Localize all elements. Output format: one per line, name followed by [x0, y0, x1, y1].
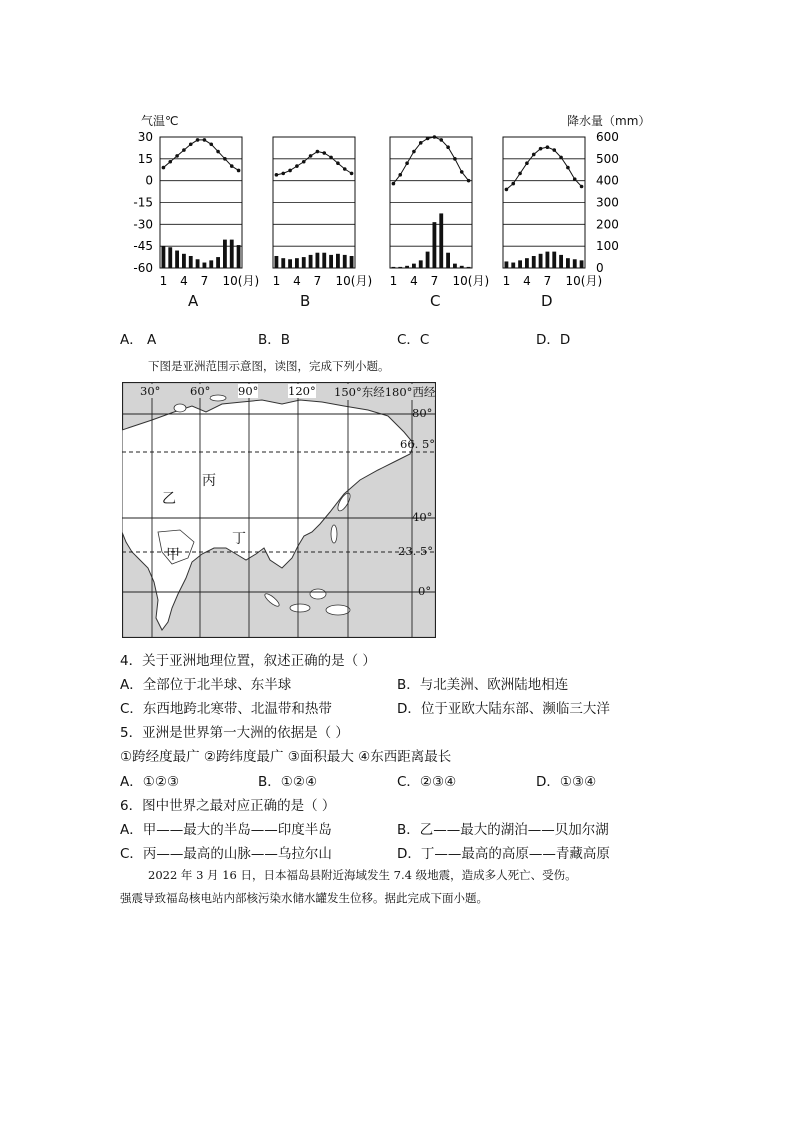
- temp-point: [302, 160, 306, 164]
- temp-point: [343, 167, 347, 171]
- temp-point: [539, 147, 543, 151]
- temp-point: [316, 150, 320, 154]
- precip-bar: [518, 260, 522, 268]
- month-tick-label: 1: [272, 274, 281, 288]
- precip-bar: [237, 245, 241, 268]
- precip-bar: [392, 267, 396, 268]
- climate-charts: [120, 125, 640, 290]
- precip-bar: [467, 267, 471, 268]
- temp-axis-title: 气温℃: [141, 114, 179, 128]
- temp-point: [546, 145, 550, 149]
- temp-tick-label: 15: [137, 151, 153, 166]
- closing-line-2: 强震导致福岛核电站内部核污染水储水罐发生位移。据此完成下面小题。: [120, 891, 488, 905]
- month-tick-label: 1: [159, 274, 168, 288]
- temp-point: [566, 166, 570, 170]
- lon-label-120: 120°: [288, 384, 316, 398]
- precip-bar: [216, 257, 220, 268]
- temp-point: [182, 148, 186, 152]
- panel-label-d: D: [541, 292, 553, 310]
- temp-point: [175, 154, 179, 158]
- month-tick-label: 7: [313, 274, 322, 288]
- precip-bar: [336, 254, 340, 268]
- temp-point: [453, 157, 457, 161]
- temp-point: [460, 170, 464, 174]
- lat-label-40: 40°: [412, 510, 433, 524]
- temp-point: [426, 137, 430, 141]
- temp-point: [518, 172, 522, 176]
- precip-tick-label: 300: [596, 195, 619, 210]
- month-tick-label: 4: [410, 274, 418, 288]
- temp-point: [350, 172, 354, 176]
- temp-point: [511, 182, 515, 186]
- temp-point: [230, 164, 234, 168]
- map-label-jia: 甲: [166, 547, 180, 563]
- prev-option-d[interactable]: D．D: [536, 332, 571, 348]
- temp-point: [552, 148, 556, 152]
- precip-bar: [175, 251, 179, 268]
- month-tick-label: 7: [430, 274, 439, 288]
- month-tick-label: 4: [180, 274, 188, 288]
- precip-tick-label: 400: [596, 173, 619, 188]
- month-tick-label: 7: [200, 274, 209, 288]
- climate-panel-a: [160, 137, 260, 288]
- month-tick-label: 10(月): [222, 274, 260, 288]
- prev-option-a[interactable]: A． A: [120, 332, 157, 348]
- precip-bar: [209, 260, 213, 268]
- precip-bar: [182, 254, 186, 268]
- lon-label-30: 30°: [140, 384, 161, 398]
- temp-point: [168, 160, 172, 164]
- month-tick-label: 1: [389, 274, 398, 288]
- temp-point: [216, 150, 220, 154]
- prev-option-c[interactable]: C．C: [397, 332, 430, 348]
- precip-bar: [426, 252, 430, 268]
- lat-label-80: 80°: [412, 406, 433, 420]
- temp-point: [559, 156, 563, 160]
- month-tick-label: 4: [523, 274, 531, 288]
- panel-label-c: C: [430, 292, 441, 310]
- q4-option-d[interactable]: D．位于亚欧大陆东部、濒临三大洋: [397, 701, 610, 717]
- temp-point: [281, 172, 285, 176]
- precip-bar: [288, 259, 292, 268]
- temp-tick-label: -30: [133, 217, 153, 232]
- temp-tick-label: -15: [133, 195, 153, 210]
- map-label-yi: 乙: [162, 491, 176, 507]
- precip-bar: [419, 260, 423, 268]
- month-tick-label: 10(月): [452, 274, 490, 288]
- precip-bar: [309, 255, 313, 268]
- precip-bar: [539, 254, 543, 268]
- temp-point: [329, 156, 333, 160]
- q4-stem: 4．关于亚洲地理位置，叙述正确的是（ ）: [120, 653, 376, 669]
- q4-option-a[interactable]: A．全部位于北半球、东半球: [120, 677, 292, 693]
- lon-label-90: 90°: [238, 384, 259, 398]
- temp-point: [505, 188, 509, 192]
- lon-label-150-180: 150°东经180°西经: [334, 385, 436, 399]
- month-tick-label: 10(月): [565, 274, 603, 288]
- temp-point: [412, 150, 416, 154]
- temp-point: [419, 141, 423, 145]
- map-label-ding: 丁: [232, 531, 246, 547]
- asia-map: [122, 382, 436, 638]
- month-tick-label: 1: [502, 274, 511, 288]
- temp-tick-label: 30: [137, 130, 153, 144]
- temp-point: [275, 173, 279, 177]
- temp-point: [398, 173, 402, 177]
- precip-bar: [573, 259, 577, 268]
- precip-bar: [439, 213, 443, 268]
- precip-bar: [162, 246, 166, 268]
- month-tick-label: 10(月): [335, 274, 373, 288]
- precip-bar: [223, 240, 227, 268]
- precip-bar: [322, 253, 326, 268]
- climate-panel-b: [273, 137, 373, 288]
- precip-bar: [316, 253, 320, 268]
- temp-point: [446, 145, 450, 149]
- panel-label-a: A: [188, 292, 199, 310]
- temp-point: [322, 151, 326, 155]
- precip-bar: [230, 240, 234, 268]
- temp-point: [295, 164, 299, 168]
- temp-point: [237, 169, 241, 173]
- precip-bar: [275, 256, 279, 268]
- temp-tick-label: -45: [133, 239, 153, 254]
- precip-bar: [405, 266, 409, 268]
- temp-point: [288, 169, 292, 173]
- climate-panel-c: [390, 135, 490, 288]
- precip-bar: [546, 252, 550, 268]
- precip-tick-label: 0: [596, 261, 604, 275]
- lat-label-23-5: 23. 5°: [398, 544, 434, 558]
- q5-option-c[interactable]: C．②③④: [397, 774, 457, 790]
- precip-bar: [433, 222, 437, 268]
- month-tick-label: 7: [543, 274, 552, 288]
- panel-label-b: B: [300, 292, 311, 310]
- precip-bar: [196, 259, 200, 268]
- precip-bar: [460, 266, 464, 268]
- temp-point: [532, 153, 536, 157]
- precip-bar: [203, 263, 207, 268]
- temp-point: [439, 138, 443, 142]
- q4-option-b[interactable]: B．与北美洲、欧洲陆地相连: [397, 677, 569, 693]
- precip-bar: [532, 256, 536, 268]
- precip-bar: [189, 256, 193, 268]
- q5-choices: ①跨经度最广 ②跨纬度最广 ③面积最大 ④东西距离最长: [120, 749, 452, 765]
- q6-option-b[interactable]: B．乙——最大的湖泊——贝加尔湖: [397, 822, 609, 838]
- precip-bar: [525, 258, 529, 268]
- precip-tick-label: 200: [596, 217, 619, 232]
- precip-bar: [302, 257, 306, 268]
- precip-bar: [281, 258, 285, 268]
- map-intro: 下图是亚洲范围示意图，读图，完成下列小题。: [148, 359, 390, 373]
- temp-point: [467, 179, 471, 183]
- temp-point: [309, 154, 313, 158]
- precip-bar: [453, 264, 457, 268]
- precip-bar: [168, 247, 172, 268]
- climate-panel-d: [503, 137, 603, 288]
- precip-tick-label: 600: [596, 130, 619, 144]
- temp-tick-label: -60: [133, 261, 153, 275]
- temp-point: [433, 135, 437, 139]
- precip-bar: [295, 258, 299, 268]
- precip-tick-label: 500: [596, 151, 619, 166]
- lat-label-66-5: 66. 5°: [400, 437, 436, 451]
- precip-axis-title: 降水量（mm）: [567, 114, 651, 128]
- temp-point: [405, 161, 409, 165]
- temp-point: [392, 182, 396, 186]
- prev-option-b[interactable]: B．B: [258, 332, 291, 348]
- q6-option-a[interactable]: A．甲——最大的半岛——印度半岛: [120, 822, 332, 838]
- lat-label-0: 0°: [418, 584, 432, 598]
- q6-option-d[interactable]: D．丁——最高的高原——青藏高原: [397, 846, 610, 862]
- temp-point: [209, 142, 213, 146]
- map-label-bing: 丙: [202, 473, 216, 489]
- temp-point: [580, 185, 584, 189]
- temp-point: [203, 138, 207, 142]
- q4-option-c[interactable]: C．东西地跨北寒带、北温带和热带: [120, 701, 332, 717]
- precip-bar: [511, 263, 515, 268]
- temp-point: [189, 142, 193, 146]
- temp-point: [573, 177, 577, 181]
- precip-bar: [566, 258, 570, 268]
- temp-point: [223, 157, 227, 161]
- precip-bar: [350, 256, 354, 268]
- precip-bar: [412, 264, 416, 268]
- lon-label-60: 60°: [190, 384, 211, 398]
- month-tick-label: 4: [293, 274, 301, 288]
- q6-option-c[interactable]: C．丙——最高的山脉——乌拉尔山: [120, 846, 332, 862]
- q5-option-a[interactable]: A．①②③: [120, 774, 180, 790]
- q5-stem: 5．亚洲是世界第一大洲的依据是（ ）: [120, 725, 349, 741]
- temp-point: [196, 138, 200, 142]
- precip-bar: [343, 255, 347, 268]
- temp-point: [336, 161, 340, 165]
- temp-tick-label: 0: [145, 173, 153, 188]
- q5-option-d[interactable]: D．①③④: [536, 774, 597, 790]
- q6-stem: 6．图中世界之最对应正确的是（ ）: [120, 798, 336, 814]
- temp-point: [162, 166, 166, 170]
- precip-bar: [329, 255, 333, 268]
- precip-bar: [446, 253, 450, 268]
- closing-line-1: 2022 年 3 月 16 日，日本福岛县附近海域发生 7.4 级地震，造成多人死亡、受伤。: [148, 868, 577, 882]
- precip-bar: [552, 252, 556, 268]
- precip-tick-label: 100: [596, 239, 619, 254]
- q5-option-b[interactable]: B．①②④: [258, 774, 318, 790]
- precip-bar: [398, 267, 402, 268]
- temp-point: [525, 161, 529, 165]
- precip-bar: [505, 261, 509, 268]
- precip-bar: [580, 260, 584, 268]
- precip-bar: [559, 255, 563, 268]
